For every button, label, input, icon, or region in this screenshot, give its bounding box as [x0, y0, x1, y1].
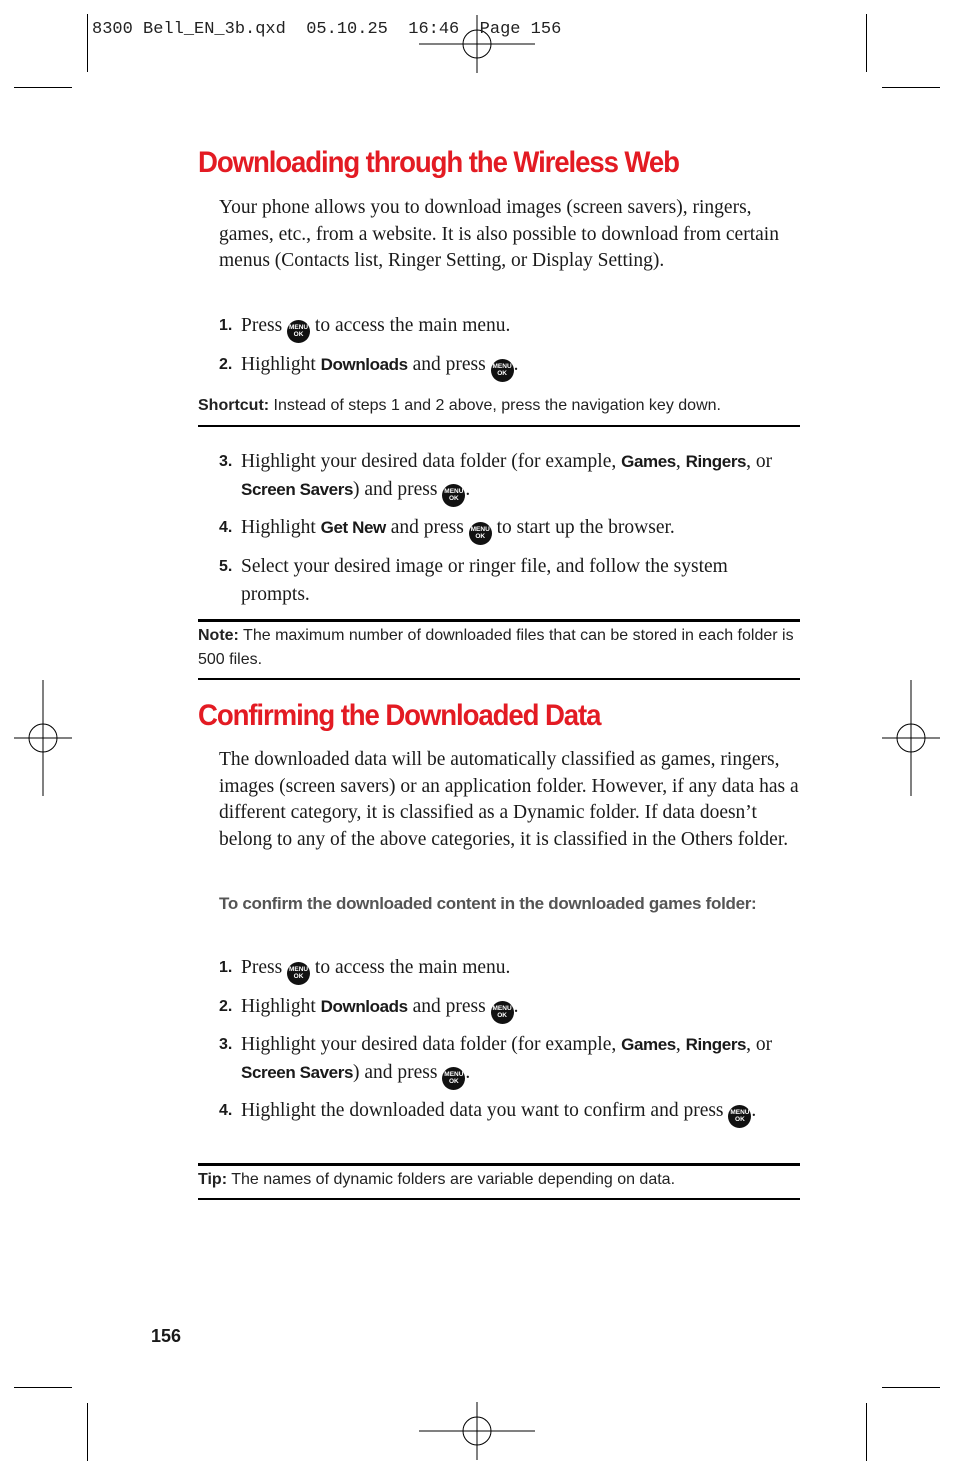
registration-mark-left — [14, 680, 72, 796]
crop-mark — [14, 87, 72, 88]
intro-paragraph: The downloaded data will be automatically classified as games, ringers, images (screen savers) or an application folder. However, if any data has a different category, it is classified as a Dynamic folder. If data doesn’t belong to any of the above categories, it is classified in the Others folder. — [219, 749, 799, 850]
note-rule-top — [198, 619, 800, 622]
menu-ok-key-icon: MENU OK — [469, 522, 492, 545]
section-title: Downloading through the Wireless Web — [198, 146, 679, 179]
menu-ok-key-icon: MENU OK — [287, 320, 310, 343]
step-number: 2. — [219, 998, 233, 1015]
step-item: 2. Highlight Downloads and press MENU OK . — [219, 993, 801, 1024]
crop-mark — [882, 1387, 940, 1388]
step-number: 2. — [219, 356, 233, 373]
crop-mark — [87, 1403, 88, 1461]
shortcut-rule — [198, 425, 800, 427]
tip-box: Tip: The names of dynamic folders are variable depending on data. — [198, 1171, 676, 1188]
menu-ok-key-icon: MENU OK — [491, 359, 514, 382]
step-item: 2. Highlight Downloads and press MENU OK . — [219, 351, 801, 382]
page-number: 156 — [151, 1326, 182, 1346]
step-item: 4. Highlight Get New and press MENU OK to start up the browser. — [219, 514, 801, 545]
crop-mark — [866, 1403, 867, 1461]
note-box: Note: The maximum number of downloaded files that can be stored in each folder is 500 files. — [198, 627, 794, 668]
registration-mark-right — [882, 680, 940, 796]
section-title: Confirming the Downloaded Data — [198, 699, 601, 732]
menu-ok-key-icon: MENU OK — [287, 962, 310, 985]
menu-ok-key-icon: MENU OK — [442, 484, 465, 507]
step-number: 3. — [219, 453, 233, 470]
print-slug: 8300 Bell_EN_3b.qxd 05.10.25 16:46 Page 156 — [92, 20, 562, 39]
tip-rule-bottom — [198, 1198, 800, 1200]
intro-paragraph: Your phone allows you to download images (screen savers), ringers, games, etc., from a website. It is also possible to download from certain menus (Contacts list, Ringer Setting, or Display Setting). — [219, 197, 779, 271]
step-item: 3. Highlight your desired data folder (for example, Games, Ringers, or Screen Savers) and press MENU OK . — [219, 1031, 801, 1090]
step-number: 3. — [219, 1036, 233, 1053]
step-number: 4. — [219, 519, 233, 536]
crop-mark — [87, 14, 88, 72]
procedure-heading: To confirm the downloaded content in the downloaded games folder: — [219, 894, 757, 913]
step-number: 1. — [219, 317, 233, 334]
menu-ok-key-icon: MENU OK — [442, 1067, 465, 1090]
step-item: 1. Press MENU OK to access the main menu. — [219, 312, 801, 343]
step-item: 4. Highlight the downloaded data you want to confirm and press MENU OK . — [219, 1097, 801, 1128]
step-number: 5. — [219, 558, 233, 575]
menu-ok-key-icon: MENU OK — [491, 1001, 514, 1024]
registration-mark-bottom — [419, 1402, 535, 1460]
crop-mark — [14, 1387, 72, 1388]
note-rule-bottom — [198, 678, 800, 680]
menu-ok-key-icon: MENU OK — [728, 1105, 751, 1128]
tip-rule-top — [198, 1163, 800, 1166]
step-number: 1. — [219, 959, 233, 976]
shortcut-note: Shortcut: Instead of steps 1 and 2 above, press the navigation key down. — [198, 397, 721, 414]
step-item: 1. Press MENU OK to access the main menu. — [219, 954, 801, 985]
step-number: 4. — [219, 1102, 233, 1119]
crop-mark — [882, 87, 940, 88]
step-item: 3. Highlight your desired data folder (for example, Games, Ringers, or Screen Savers) and press MENU OK . — [219, 448, 801, 507]
step-item: 5. Select your desired image or ringer file, and follow the system prompts. — [219, 553, 801, 609]
crop-mark — [866, 14, 867, 72]
